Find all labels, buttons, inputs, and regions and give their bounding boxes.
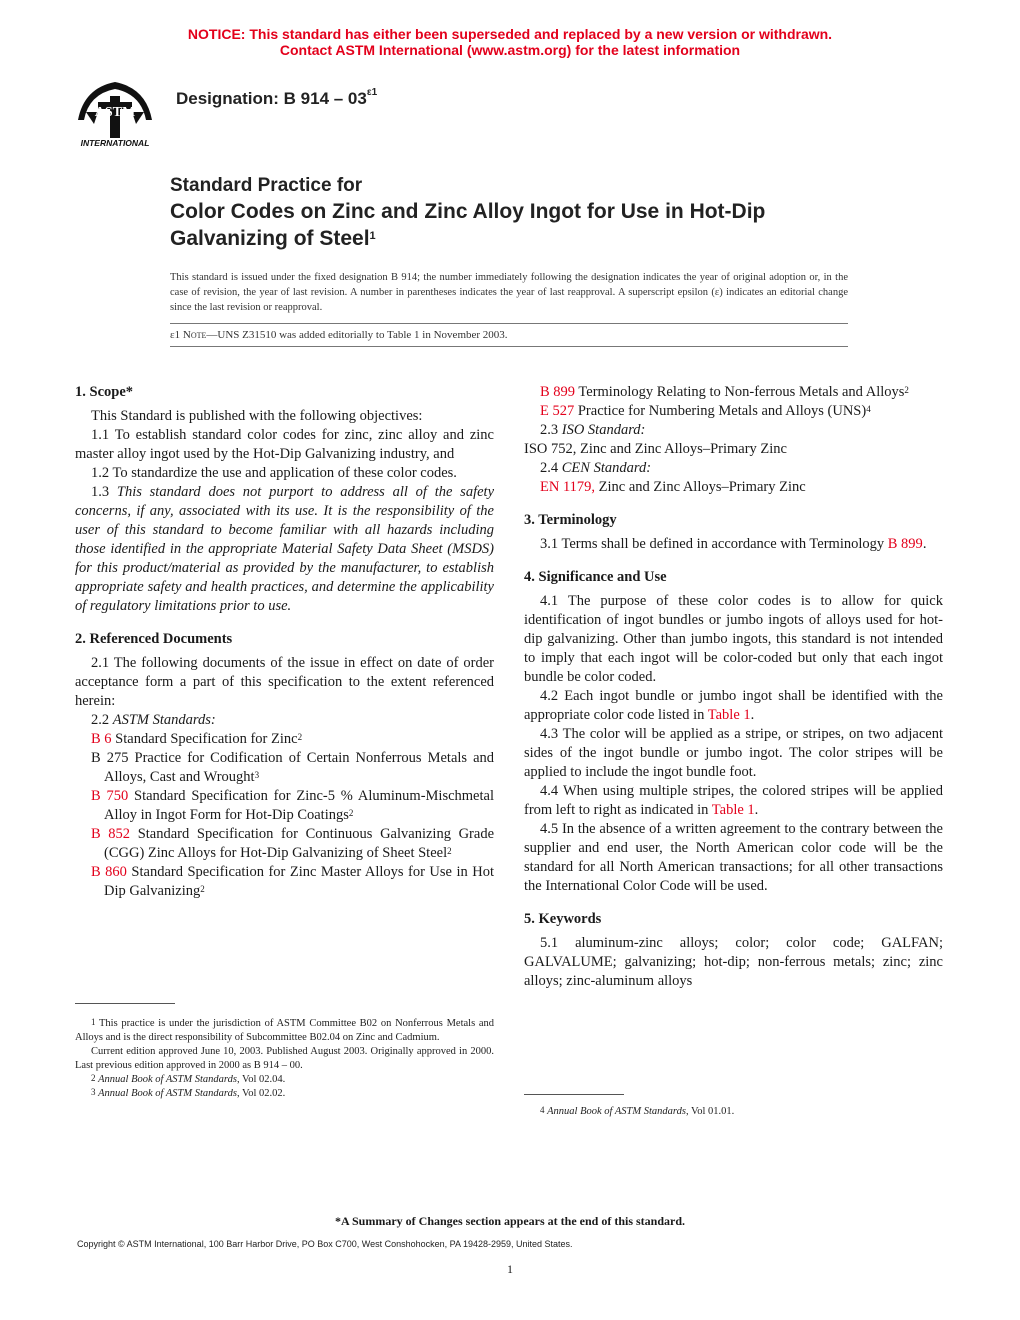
ref-iso-752: ISO 752, Zinc and Zinc Alloys–Primary Zinc xyxy=(524,441,787,457)
ref-2-3 xyxy=(524,421,943,440)
scope-1-3-text: This standard does not purport to address all of the safety concerns, if any, associated with its use. It is the responsibility of the user of this standard to become familiar with all hazards including those identified in the appropriate Material Safety Data Sheet (MSDS) for this product/material as provided by the manufacturer, to establish appropriate safety and health practices, and determine the applicability of regulatory limitations prior to use. xyxy=(75,484,495,614)
sig-4-4: 4.4 When using multiple stripes, the colored stripes will be applied from left to right as indicated in Table 1. xyxy=(524,783,943,818)
scope-heading: 1. Scope* xyxy=(75,384,133,400)
fn4-title: Annual Book of ASTM Standards xyxy=(547,1106,686,1117)
ref-text-b6: Standard Specification for Zinc xyxy=(115,731,298,747)
term-3-1 xyxy=(524,535,943,554)
scope-1-1: 1.1 To establish standard color codes for zinc, zinc alloy and zinc master alloy ingot used by the Hot-Dip Galvanizing industry, and xyxy=(75,427,494,462)
ref-text-b899: Terminology Relating to Non-ferrous Metals and Alloys xyxy=(578,384,905,400)
terminology-heading: 3. Terminology xyxy=(524,512,617,528)
ref-2-4-num: 2.4 xyxy=(540,460,559,476)
fn2-mark: 2 xyxy=(91,1073,96,1083)
fn4-vol: , Vol 01.01. xyxy=(685,1106,735,1117)
ref-link-e527[interactable]: E 527 xyxy=(540,403,575,419)
ref-item-e527 xyxy=(524,402,943,421)
scope-1-3-num: 1.3 xyxy=(91,484,110,500)
scope-1-3 xyxy=(75,483,494,616)
fn2-vol: , Vol 02.04. xyxy=(236,1074,286,1085)
ref-text-b852: Standard Specification for Continuous Galvanizing Grade (CGG) Zinc Alloys for Hot-Dip Galvanizing of Sheet Steel xyxy=(104,826,495,861)
sig-4-4-link[interactable]: Table 1 xyxy=(711,802,755,818)
footnote-1 xyxy=(75,1017,494,1045)
footnotes-left xyxy=(75,1017,494,1101)
ref-text-en1179: Zinc and Zinc Alloys–Primary Zinc xyxy=(598,479,806,495)
keywords-heading: 5. Keywords xyxy=(524,911,602,927)
ref-item-b750 xyxy=(75,787,494,825)
ref-link-b6[interactable]: B 6 xyxy=(91,731,112,747)
ref-sup-b852: 2 xyxy=(447,846,452,856)
ref-code-b275: B 275 xyxy=(91,750,129,766)
notice-line-2: Contact ASTM International (www.astm.org) for the latest information xyxy=(279,42,741,58)
header-rule-bottom xyxy=(170,346,848,347)
notice-line-1: NOTICE: This standard has either been superseded and replaced by a new version or withdrawn. xyxy=(187,26,833,42)
ref-2-2 xyxy=(75,711,494,730)
title-line-2: Color Codes on Zinc and Zinc Alloy Ingot for Use in Hot-Dip xyxy=(170,200,766,223)
title-footnote-mark: 1 xyxy=(369,230,376,242)
fn1-mark: 1 xyxy=(91,1017,96,1027)
sig-4-1: 4.1 The purpose of these color codes is to allow for quick identification of ingot bundles or jumbo ingots of alloys used for hot-dip galvanizing. Other than jumbo ingots, this standard is not intended to imply that each ingot will be color-coded but only that each ingot bundle be color coded. xyxy=(524,593,943,685)
logo-subtext: INTERNATIONAL xyxy=(80,138,150,148)
ref-2-3-label: ISO Standard: xyxy=(561,422,646,438)
ref-2-2-label: ASTM Standards: xyxy=(112,712,216,728)
footnotes-right xyxy=(524,1105,943,1119)
ref-text-b275: Practice for Codification of Certain Nonferrous Metals and Alloys, Cast and Wrought xyxy=(104,750,495,785)
keywords-5-1: 5.1 aluminum-zinc alloys; color; color code; GALFAN; GALVALUME; galvanizing; hot-dip; non-ferrous metals; zinc; zinc alloys; zinc-aluminum alloys xyxy=(524,935,943,989)
ref-item-b860 xyxy=(75,863,494,901)
ref-sup-e527: 4 xyxy=(866,404,871,414)
header-rule-top xyxy=(170,323,848,324)
designation-label: Designation: B 914 – 03 xyxy=(176,89,367,108)
sig-4-5: 4.5 In the absence of a written agreement to the contrary between the supplier and end user, the North American color code will be the standard for all North American transactions; for all other transactions the International Color Code will be used. xyxy=(524,821,943,894)
note-text: —UNS Z31510 was added editorially to Table 1 in November 2003. xyxy=(206,329,508,341)
ref-link-en1179[interactable]: EN 1179, xyxy=(540,479,596,495)
ref-2-1: 2.1 The following documents of the issue in effect on date of order acceptance form a part of this specification to the extent referenced herein: xyxy=(75,655,494,709)
ref-link-b899[interactable]: B 899 xyxy=(540,384,576,400)
ref-sup-b275: 3 xyxy=(254,770,260,780)
page-number: 1 xyxy=(507,1262,513,1276)
referenced-heading: 2. Referenced Documents xyxy=(75,631,233,647)
fn1-text: This practice is under the jurisdiction of ASTM Committee B02 on Nonferrous Metals and Alloys and is the direct responsibility of Subcommittee B02.04 on Zinc and Cadmium. xyxy=(75,1018,494,1043)
fn4-mark: 4 xyxy=(540,1105,545,1115)
designation-epsilon: ε1 xyxy=(366,87,378,98)
ref-text-e527: Practice for Numbering Metals and Alloys (UNS) xyxy=(577,403,867,419)
copyright: Copyright © ASTM International, 100 Barr Harbor Drive, PO Box C700, West Conshohocken, PA 19428-2959, United States. xyxy=(77,1239,573,1249)
note-label: Note xyxy=(182,329,207,341)
document-title xyxy=(170,174,930,252)
ref-2-4 xyxy=(524,459,943,478)
note-mark: ε1 xyxy=(170,329,181,341)
ref-item-b275 xyxy=(75,749,494,787)
sig-4-2-text: 4.2 Each ingot bundle or jumbo ingot shall be identified with the appropriate color code listed in xyxy=(524,688,943,723)
ref-sup-b860: 2 xyxy=(200,884,205,894)
astm-logo xyxy=(70,76,160,148)
title-line-3 xyxy=(170,225,930,252)
issue-statement: This standard is issued under the fixed designation B 914; the number immediately following the designation indicates the year of original adoption or, in the case of revision, the year of last revision. A number in parentheses indicates the year of last reapproval. A superscript epsilon (ε) indicates an editorial change since the last revision or reapproval. xyxy=(170,272,848,313)
ref-link-b860[interactable]: B 860 xyxy=(91,864,127,880)
fn2-title: Annual Book of ASTM Standards xyxy=(98,1074,237,1085)
summary-of-changes: *A Summary of Changes section appears at the end of this standard. xyxy=(334,1214,686,1228)
right-column xyxy=(524,383,943,991)
footnote-4 xyxy=(524,1105,943,1119)
footnote-2 xyxy=(75,1073,494,1087)
sig-4-2: 4.2 Each ingot bundle or jumbo ingot shall be identified with the appropriate color code listed in Table 1. xyxy=(524,688,943,723)
ref-2-4-label: CEN Standard: xyxy=(561,460,652,476)
title-line-3-text: Galvanizing of Steel xyxy=(170,227,370,250)
sig-4-4-text: 4.4 When using multiple stripes, the colored stripes will be applied from left to right as indicated in xyxy=(524,783,943,818)
ref-2-2-num: 2.2 xyxy=(91,712,110,728)
fn3-title: Annual Book of ASTM Standards xyxy=(98,1088,237,1099)
term-3-1-text: 3.1 Terms shall be defined in accordance with Terminology xyxy=(540,536,885,552)
ref-sup-b750: 2 xyxy=(348,808,354,818)
left-column xyxy=(75,383,494,901)
fn3-mark: 3 xyxy=(91,1087,96,1097)
scope-1-2: 1.2 To standardize the use and application of these color codes. xyxy=(91,465,457,481)
ref-text-b750: Standard Specification for Zinc-5 % Aluminum-Mischmetal Alloy in Ingot Form for Hot-Dip Coatings xyxy=(104,788,494,823)
footnote-3 xyxy=(75,1087,494,1101)
sig-4-2-link[interactable]: Table 1 xyxy=(707,707,751,723)
fn3-vol: , Vol 02.02. xyxy=(236,1088,286,1099)
ref-sup-b6: 2 xyxy=(297,732,303,742)
footnote-rule-right xyxy=(524,1094,624,1095)
ref-text-b860: Standard Specification for Zinc Master Alloys for Use in Hot Dip Galvanizing xyxy=(104,864,495,899)
ref-link-b750[interactable]: B 750 xyxy=(91,788,129,804)
footnote-1b: Current edition approved June 10, 2003. Published August 2003. Originally approved in 2000. Last previous edition approved in 2000 as B 914 – 00. xyxy=(75,1046,494,1071)
footnote-rule-left xyxy=(75,1003,175,1004)
ref-link-b852[interactable]: B 852 xyxy=(91,826,131,842)
ref-item-b852 xyxy=(75,825,494,863)
significance-heading: 4. Significance and Use xyxy=(524,569,667,585)
sig-4-3: 4.3 The color will be applied as a stripe, or stripes, on two adjacent sides of the ingot bundle or jumbo ingot. The color stripes will be applied to include the ingot bundle foot. xyxy=(524,726,943,780)
term-link-b899[interactable]: B 899 xyxy=(887,536,923,552)
logo-text: ASTM xyxy=(94,105,136,120)
ref-item-b899 xyxy=(524,383,943,402)
designation xyxy=(176,89,377,109)
ref-item-b6 xyxy=(75,730,494,749)
supersede-notice xyxy=(0,26,1020,58)
ref-2-3-num: 2.3 xyxy=(540,422,559,438)
ref-item-en1179 xyxy=(524,478,943,497)
ref-sup-b899: 2 xyxy=(904,385,909,395)
title-line-1: Standard Practice for xyxy=(170,175,363,196)
editorial-note xyxy=(170,329,508,341)
scope-intro: This Standard is published with the following objectives: xyxy=(91,408,423,424)
term-3-1-end: . xyxy=(922,536,927,552)
